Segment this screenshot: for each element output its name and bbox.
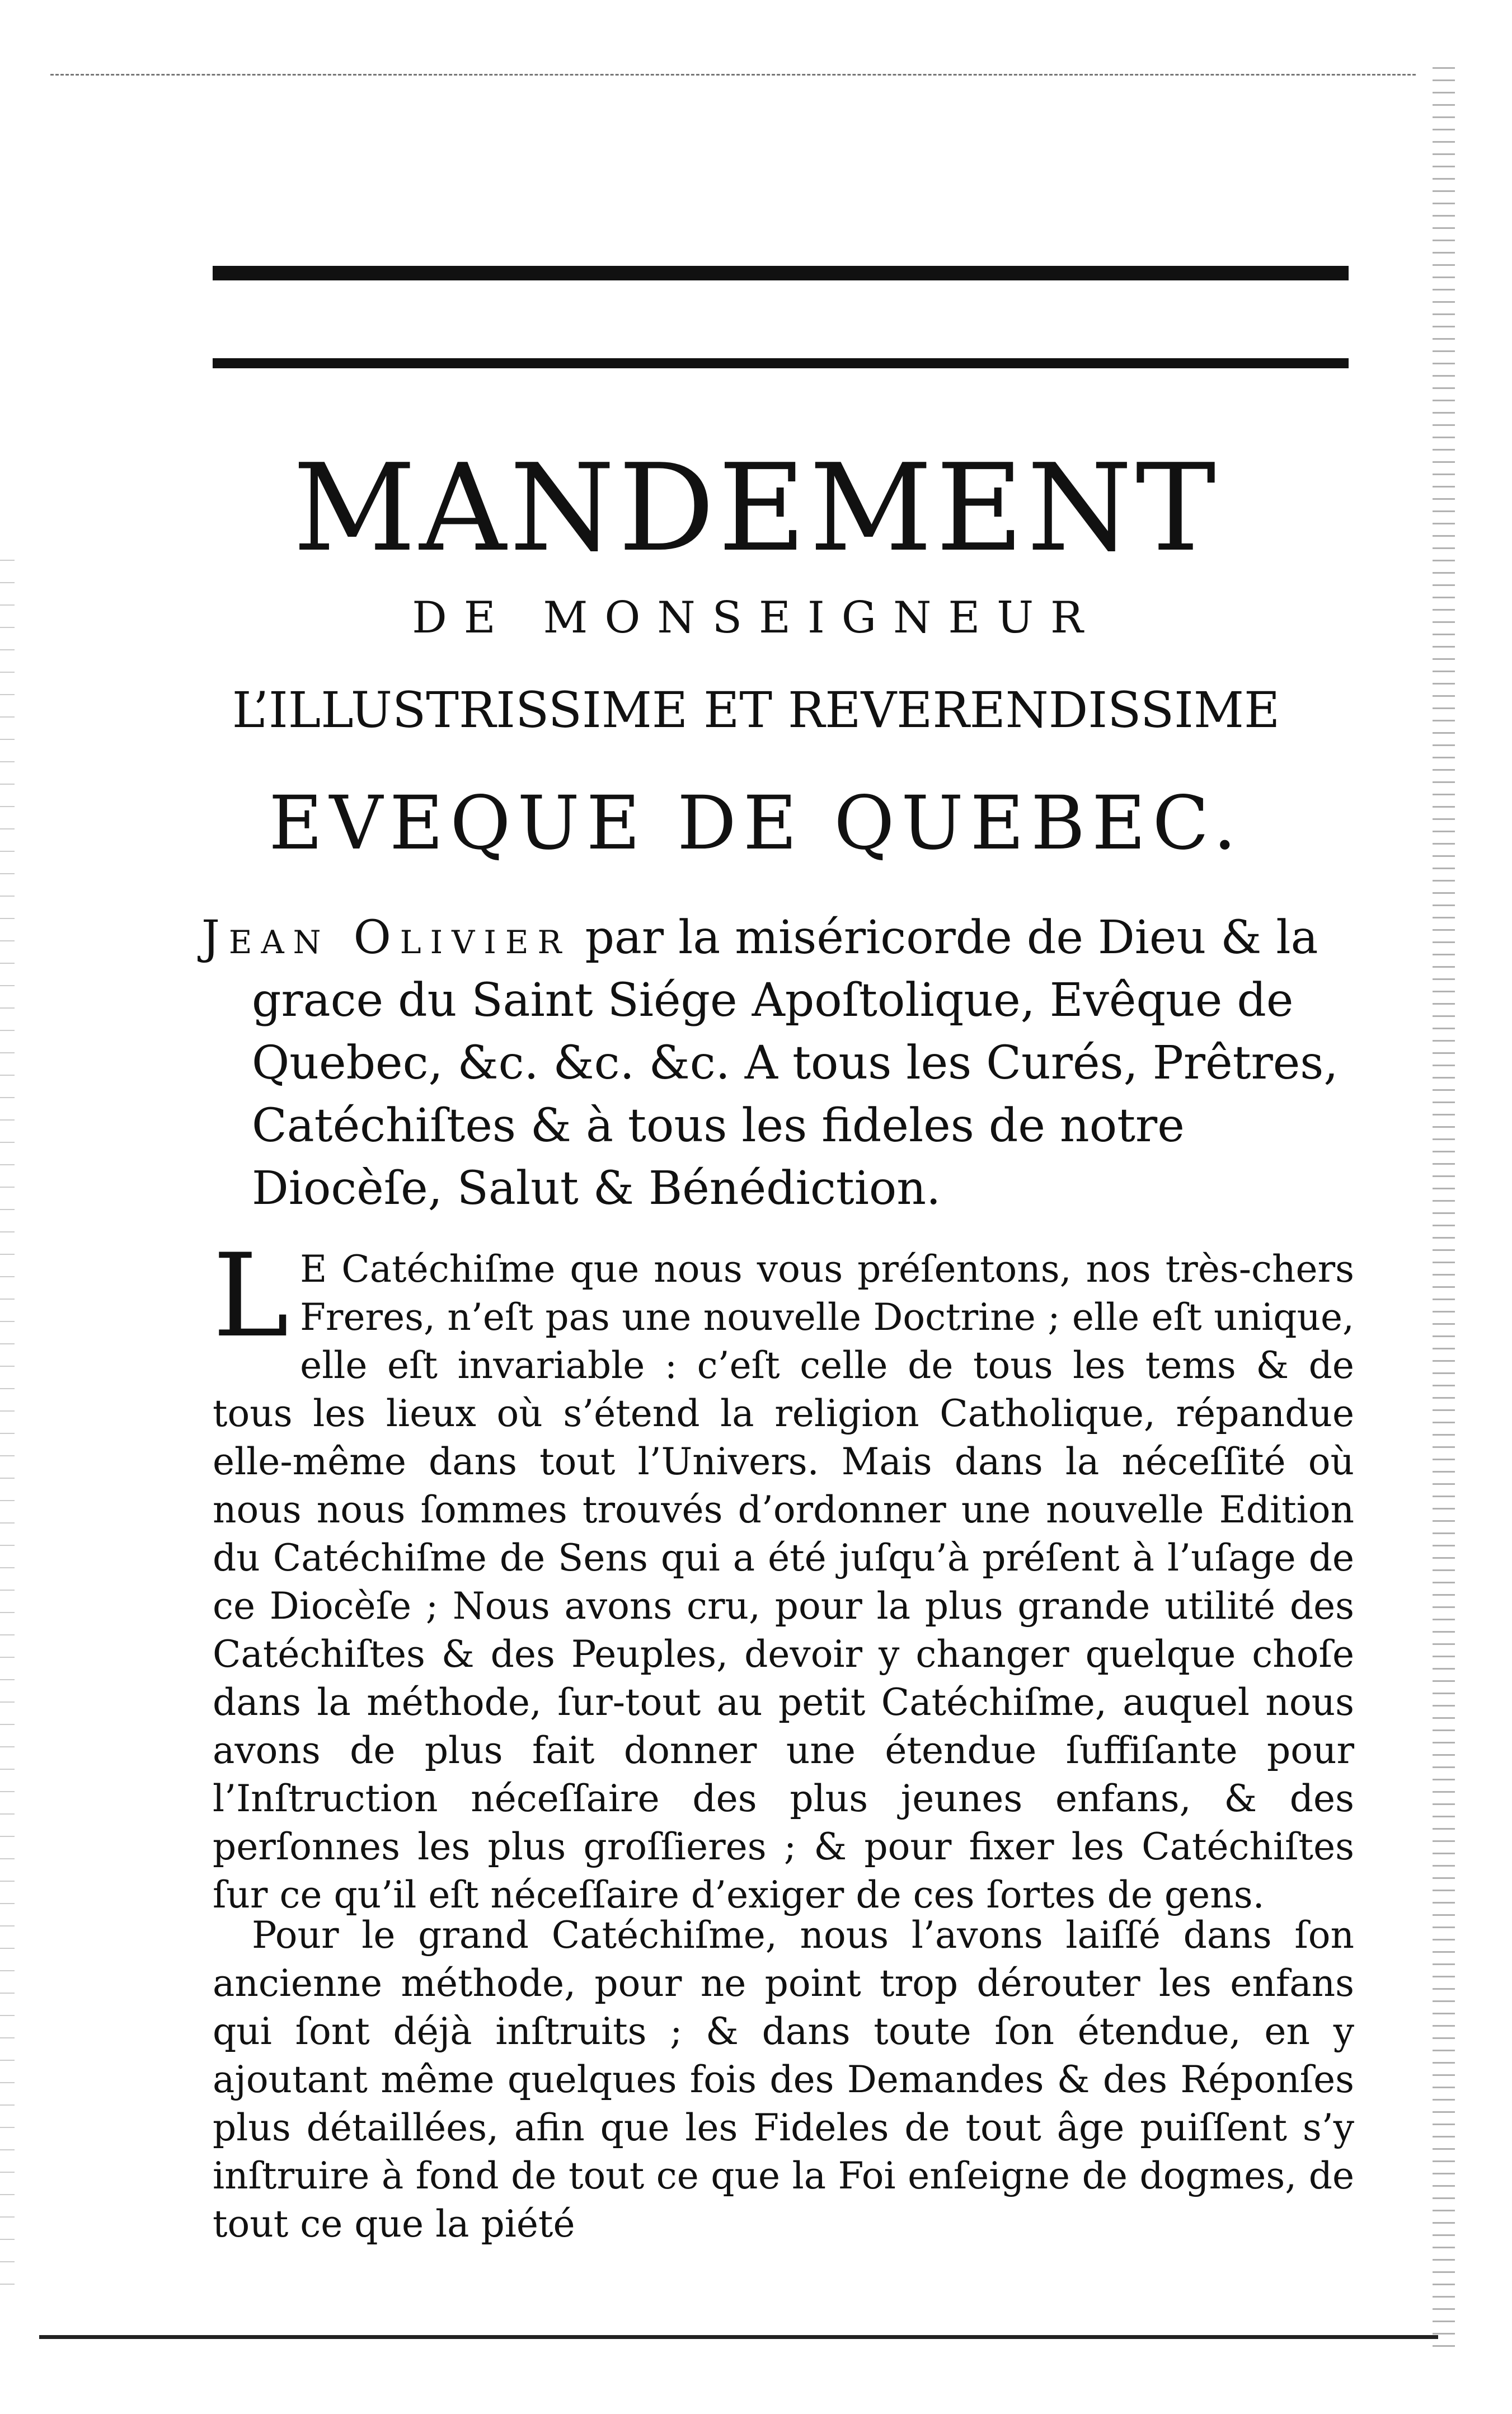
salutation-author: Jean Olivier xyxy=(201,911,571,964)
paragraph-1-text: E Catéchiſme que nous vous préſentons, nos très-chers Freres, n’eſt pas une nouvelle Doctrine ; elle eſt unique, elle eſt invariable : c’eſt celle de tous les tems & de tous les lieux où s’étend la religion Catholique, répandue elle-même dans tout l’Univers. Mais dans la néceſſité où nous nous ſommes trouvés d’ordonner une nouvelle Edition du Catéchiſme de Sens qui a été juſqu’à préſent à l’uſage de ce Diocèſe ; Nous avons cru, pour la plus grande utilité des Catéchiſtes & des Peuples, devoir y changer quelque choſe dans la méthode, ſur-tout au petit Catéchiſme, auquel nous avons de plus fait donner une étendue ſuffiſante pour l’Inſtruction néceſſaire des plus jeunes enfans, & des perſonnes les plus groſſieres ; & pour fixer les Catéchiſtes ſur ce qu’il eſt néceſſaire d’exiger de ces ſortes de gens. xyxy=(213,1248,1354,1916)
scan-border-bottom xyxy=(39,2335,1438,2339)
subtitle-monseigneur: DE MONSEIGNEUR xyxy=(412,593,1100,643)
header-rule-bottom xyxy=(213,358,1349,368)
scan-border-top xyxy=(50,74,1416,76)
paragraph-2 xyxy=(213,1911,1354,2248)
drop-cap: L xyxy=(213,1230,289,1363)
paragraph-2-text: Pour le grand Catéchiſme, nous l’avons laiſſé dans ſon ancienne méthode, pour ne point trop dérouter les enfans qui ſont déjà inſtruits ; & dans toute ſon étendue, en y ajoutant même quelques fois des Demandes & des Réponſes plus détaillées, afin que les Fideles de tout âge puiſſent s’y inſtruire à fond de tout ce que la Foi enſeigne de dogmes, de tout ce que la piété xyxy=(213,1914,1354,2246)
subtitle-illustrissime: L’ILLUSTRISSIME ET REVERENDISSIME xyxy=(232,681,1280,739)
salutation-body: grace du Saint Siége Apoſtolique, Evêque de Quebec, &c. &c. &c. A tous les Curés, Prêtres, Catéchiſtes & à tous les fideles de notre Diocèſe, Salut & Bénédiction. xyxy=(252,974,1339,1215)
salutation-block xyxy=(201,907,1360,1220)
scan-edge-right xyxy=(1433,67,1455,2351)
paragraph-1 xyxy=(213,1230,1354,1919)
subtitle-eveque: EVEQUE DE QUEBEC. xyxy=(269,780,1243,866)
header-rule-top xyxy=(213,266,1349,280)
page-title: MANDEMENT xyxy=(293,438,1219,578)
salutation-first-text: par la miséricorde de Dieu & la xyxy=(570,911,1318,964)
salutation-first-line xyxy=(201,907,1360,969)
